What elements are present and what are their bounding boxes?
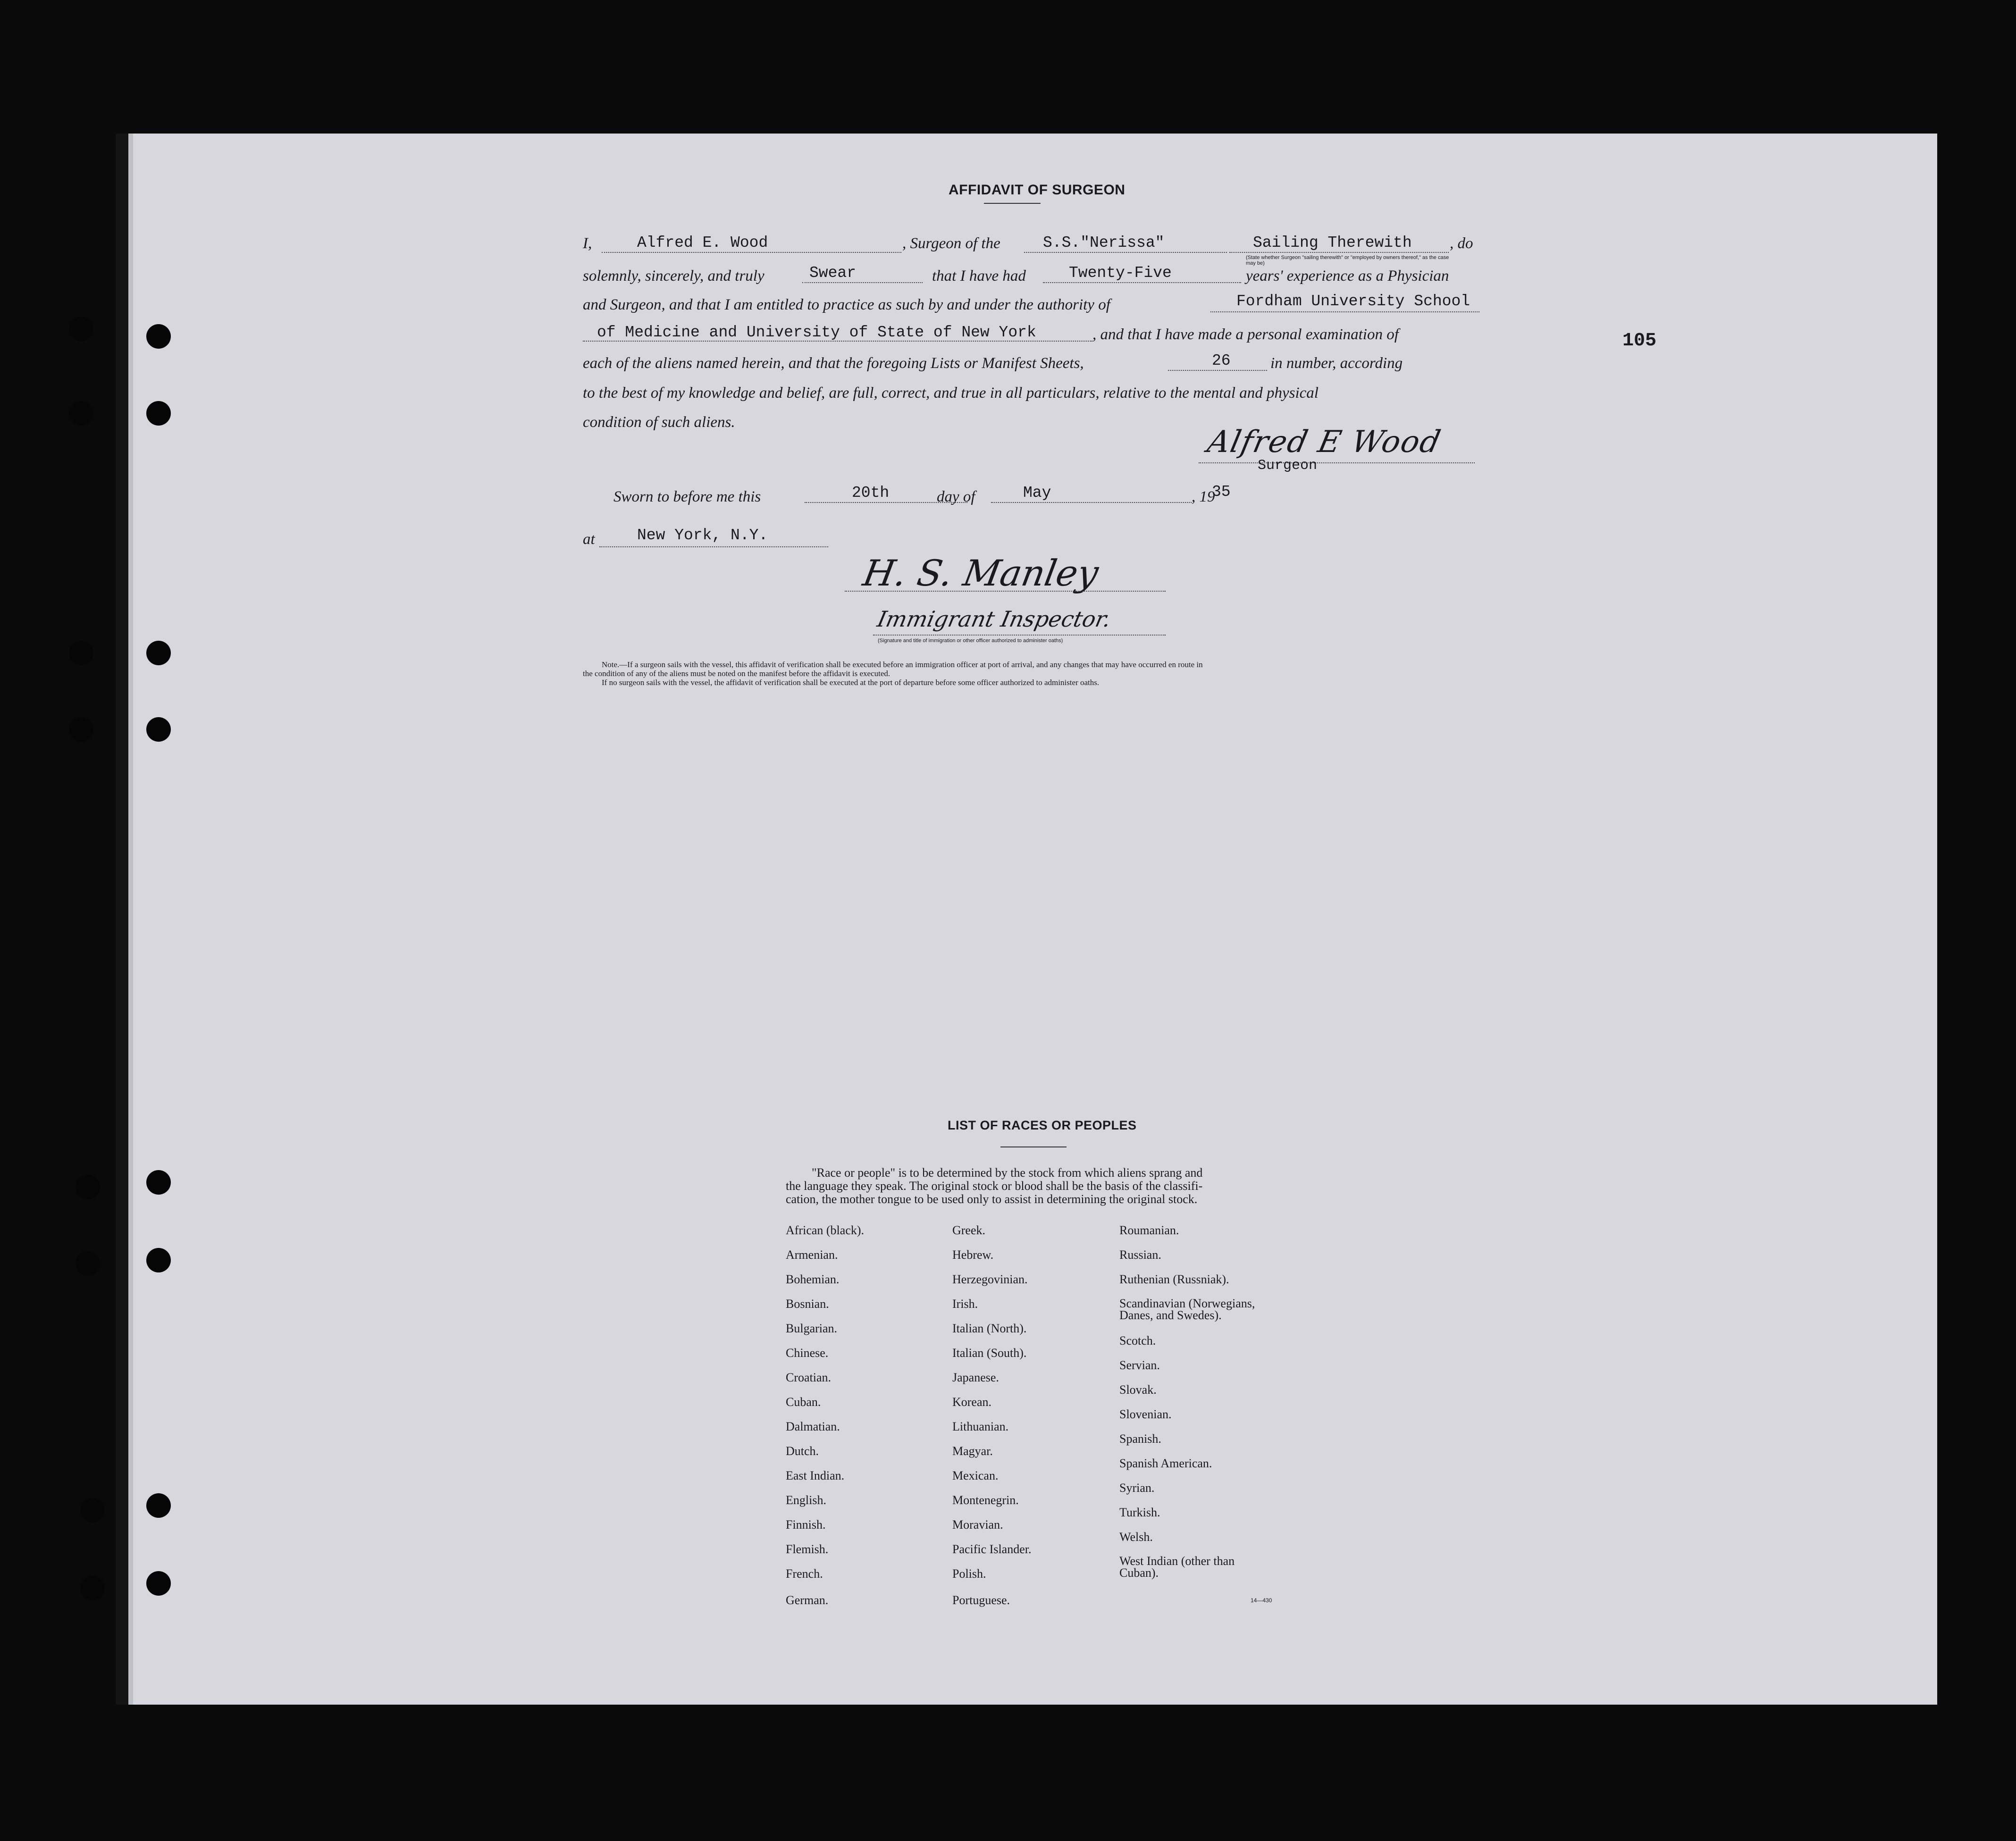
officer-signature: H. S. Manley <box>860 552 1102 594</box>
punch-hole <box>146 1248 171 1272</box>
race-item: Chinese. <box>786 1346 829 1360</box>
affidavit-text: solemnly, sincerely, and truly <box>583 268 764 285</box>
signature-line <box>1199 462 1475 463</box>
surgeon-signature: Alfred E Wood <box>1204 425 1445 460</box>
races-intro: cation, the mother tongue to be used only to assist in determining the original stock. <box>786 1192 1198 1206</box>
race-item: Ruthenian (Russniak). <box>1119 1272 1229 1286</box>
punch-hole <box>76 1175 100 1199</box>
officer-title-handwritten: Immigrant Inspector. <box>875 606 1114 632</box>
race-item: Hebrew. <box>952 1248 994 1262</box>
race-item: Flemish. <box>786 1542 829 1556</box>
race-item: Portuguese. <box>952 1593 1010 1607</box>
years-experience-field: Twenty-Five <box>1069 264 1172 282</box>
place-field: New York, N.Y. <box>637 527 768 544</box>
race-item: Syrian. <box>1119 1481 1155 1495</box>
punch-hole <box>69 641 93 665</box>
form-code: 14—430 <box>1251 1597 1272 1604</box>
race-item: Spanish American. <box>1119 1456 1212 1470</box>
binding-spine <box>116 134 128 1705</box>
race-item: Armenian. <box>786 1248 838 1262</box>
note-text: the condition of any of the aliens must be noted on the manifest before the affidavit is executed. <box>583 669 890 678</box>
race-item: Bosnian. <box>786 1297 829 1311</box>
race-item: Pacific Islander. <box>952 1542 1032 1556</box>
race-item: Moravian. <box>952 1518 1003 1531</box>
year-field: 35 <box>1212 483 1231 501</box>
race-item: Greek. <box>952 1223 986 1237</box>
affidavit-text: in number, according <box>1270 355 1403 372</box>
punch-hole <box>76 1251 100 1276</box>
blank-line <box>1168 370 1267 371</box>
race-item: Italian (North). <box>952 1322 1027 1335</box>
manifest-sheets-field: 26 <box>1212 352 1231 369</box>
race-item: Croatian. <box>786 1371 832 1384</box>
title-rule <box>984 203 1041 204</box>
affidavit-text: I, <box>583 235 592 252</box>
race-item: African (black). <box>786 1223 865 1237</box>
authority-field-continued: of Medicine and University of State of New York <box>597 324 1036 341</box>
blank-line <box>1210 311 1479 312</box>
race-item: Irish. <box>952 1297 978 1311</box>
race-item: Cuban. <box>786 1395 821 1409</box>
punch-hole <box>146 1493 171 1518</box>
race-item: West Indian (other than Cuban). <box>1119 1554 1235 1580</box>
races-title: LIST OF RACES OR PEOPLES <box>948 1118 1137 1132</box>
races-intro: "Race or people" is to be determined by the stock from which aliens sprang and <box>812 1166 1203 1180</box>
affidavit-text: Sworn to before me this <box>613 488 761 505</box>
race-item: Finnish. <box>786 1518 826 1531</box>
blank-line <box>991 502 1192 503</box>
race-item: Turkish. <box>1119 1506 1160 1519</box>
punch-hole <box>146 1571 171 1596</box>
race-item: German. <box>786 1593 829 1607</box>
affidavit-text: day of <box>937 488 975 505</box>
race-item: Japanese. <box>952 1371 999 1384</box>
punch-hole <box>69 717 93 742</box>
affidavit-text: to the best of my knowledge and belief, are full, correct, and true in all particulars, relative to the mental and physical <box>583 385 1319 402</box>
punch-hole <box>146 641 171 665</box>
race-item: Welsh. <box>1119 1530 1153 1544</box>
vessel-field: S.S."Nerissa" <box>1043 234 1165 251</box>
race-item: Lithuanian. <box>952 1420 1009 1433</box>
punch-hole <box>146 717 171 742</box>
affidavit-title: AFFIDAVIT OF SURGEON <box>949 182 1126 198</box>
blank-line <box>1229 252 1449 253</box>
surgeon-name-field: Alfred E. Wood <box>637 234 768 251</box>
race-item: Roumanian. <box>1119 1223 1179 1237</box>
race-item: English. <box>786 1493 826 1507</box>
race-item: Polish. <box>952 1567 986 1581</box>
affidavit-text: years' experience as a Physician <box>1246 268 1449 285</box>
blank-line <box>1043 282 1241 283</box>
race-item: Slovenian. <box>1119 1407 1172 1421</box>
sailing-status-field: Sailing Therewith <box>1253 234 1412 251</box>
authority-field: Fordham University School <box>1236 293 1470 310</box>
race-item: East Indian. <box>786 1469 845 1482</box>
officer-caption: (Signature and title of immigration or other officer authorized to administer oaths) <box>878 638 1063 644</box>
blank-line <box>602 252 901 253</box>
race-item: Dalmatian. <box>786 1420 840 1433</box>
race-item: Bulgarian. <box>786 1322 838 1335</box>
affidavit-text: that I have had <box>932 268 1026 285</box>
affidavit-text: at <box>583 531 595 548</box>
binding-edge <box>128 134 133 1705</box>
punch-hole <box>69 401 93 426</box>
affidavit-text: , do <box>1450 235 1473 252</box>
race-item: Italian (South). <box>952 1346 1027 1360</box>
affidavit-text: , Surgeon of the <box>902 235 1000 252</box>
race-item: Spanish. <box>1119 1432 1161 1446</box>
race-item: Mexican. <box>952 1469 999 1482</box>
note-text: If no surgeon sails with the vessel, the affidavit of verification shall be executed at the port of departure before some officer authorized to administer oaths. <box>602 678 1100 687</box>
sailing-status-caption: (State whether Surgeon "sailing therewith" or "employed by owners thereof," as the case may be) <box>1246 255 1449 266</box>
page-number: 105 <box>1622 330 1657 351</box>
race-item: Dutch. <box>786 1444 819 1458</box>
punch-hole <box>146 401 171 426</box>
affidavit-text: and Surgeon, and that I am entitled to practice as such by and under the authority of <box>583 296 1110 313</box>
month-field: May <box>1023 484 1051 502</box>
races-intro: the language they speak. The original stock or blood shall be the basis of the classifi- <box>786 1179 1203 1193</box>
oath-field: Swear <box>809 264 857 282</box>
blank-line <box>599 546 828 547</box>
race-item: Russian. <box>1119 1248 1161 1262</box>
race-item: Korean. <box>952 1395 992 1409</box>
race-item: Montenegrin. <box>952 1493 1019 1507</box>
affidavit-text: each of the aliens named herein, and that the foregoing Lists or Manifest Sheets, <box>583 355 1084 372</box>
signature-line <box>845 591 1166 592</box>
punch-hole <box>80 1576 105 1600</box>
race-item: Herzegovinian. <box>952 1272 1028 1286</box>
race-item: Scandinavian (Norwegians, Danes, and Swedes). <box>1119 1297 1255 1322</box>
punch-hole <box>146 1170 171 1195</box>
blank-line <box>1024 252 1227 253</box>
affidavit-text: , and that I have made a personal examination of <box>1092 326 1399 343</box>
race-item: Slovak. <box>1119 1383 1157 1397</box>
signature-line <box>873 635 1166 636</box>
title-rule <box>1000 1146 1067 1147</box>
blank-line <box>802 282 923 283</box>
blank-line <box>583 341 1092 342</box>
race-item: Scotch. <box>1119 1334 1156 1347</box>
affidavit-text: , 19 <box>1192 488 1215 505</box>
punch-hole <box>146 324 171 349</box>
race-item: French. <box>786 1567 823 1581</box>
punch-hole <box>80 1498 105 1523</box>
day-field: 20th <box>852 484 890 502</box>
affidavit-text: condition of such aliens. <box>583 414 735 431</box>
punch-hole <box>69 317 93 341</box>
surgeon-label: Surgeon <box>1258 458 1318 474</box>
race-item: Servian. <box>1119 1358 1160 1372</box>
race-item: Magyar. <box>952 1444 993 1458</box>
race-item: Bohemian. <box>786 1272 840 1286</box>
note-text: Note.—If a surgeon sails with the vessel, this affidavit of verification shall be executed before an immigration officer at port of arrival, and any changes that may have occurred en route in <box>602 660 1203 669</box>
